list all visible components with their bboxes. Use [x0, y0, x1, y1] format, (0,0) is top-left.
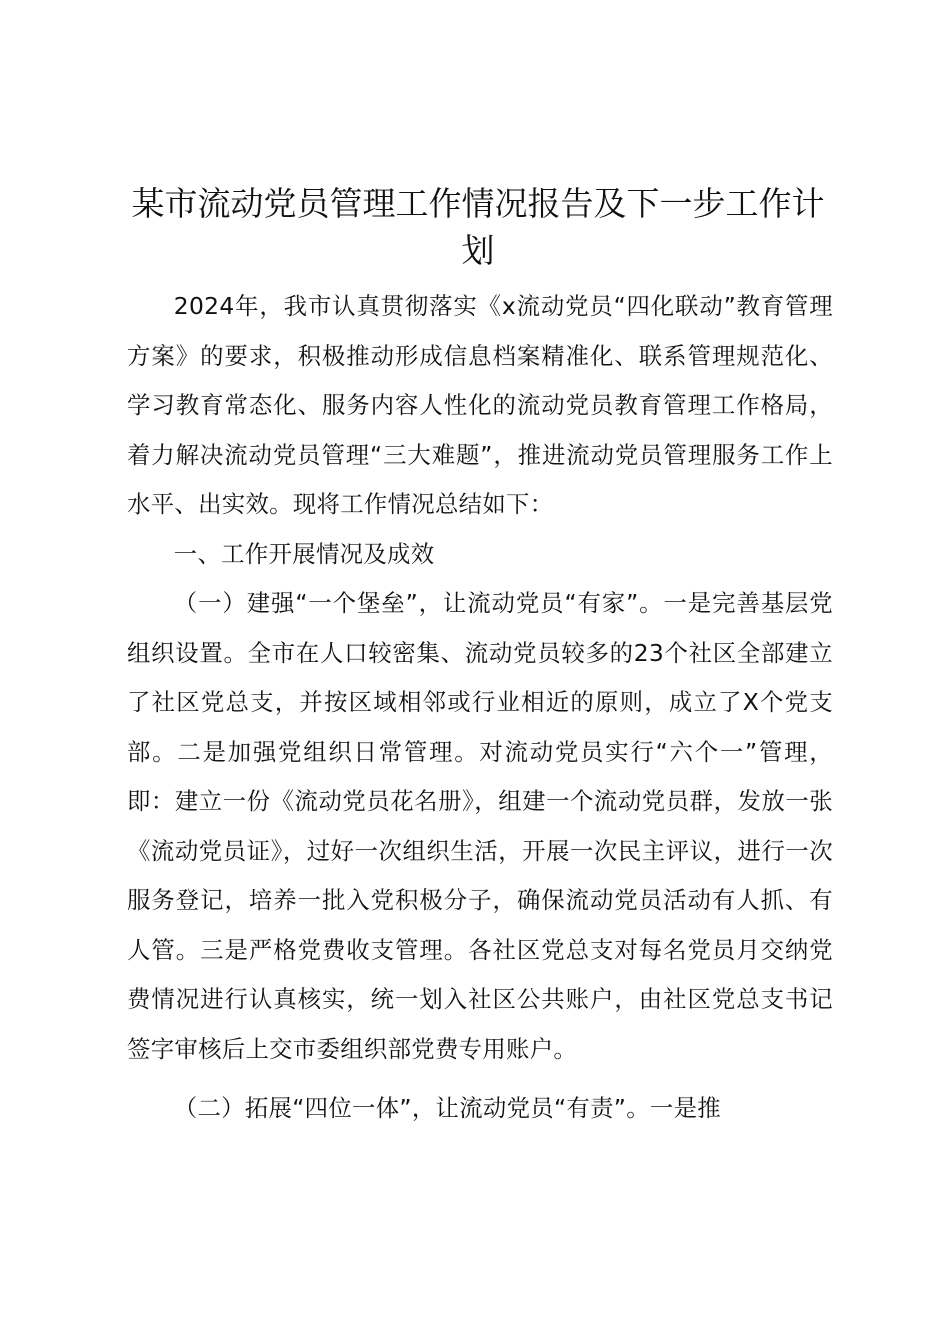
document-body [127, 282, 833, 1134]
subsection-paragraph-1: （一）建强“一个堡垒”，让流动党员“有家”。一是完善基层党组织设置。全市在人口较密集、流动党员较多的23个社区全部建立了社区党总支，并按区域相邻或行业相近的原则，成立了X个党支部。二是加强党组织日常管理。对流动党员实行“六个一”管理，即：建立一份《流动党员花名册》，组建一个流动党员群，发放一张《流动党员证》，过好一次组织生活，开展一次民主评议，进行一次服务登记，培养一批入党积极分子，确保流动党员活动有人抓、有人管。三是严格党费收支管理。各社区党总支对每名党员月交纳党费情况进行认真核实，统一划入社区公共账户，由社区党总支书记签字审核后上交市委组织部党费专用账户。 [127, 589, 833, 1063]
section-heading: 一、工作开展情况及成效 [173, 539, 435, 568]
subsection-paragraph-2: （二）拓展“四位一体”，让流动党员“有责”。一是推 [173, 1094, 721, 1122]
document-title: 某市流动党员管理工作情况报告及下一步工作计划 [131, 184, 825, 270]
intro-paragraph: 2024年，我市认真贯彻落实《x流动党员“四化联动”教育管理方案》的要求，积极推动形成信息档案精准化、联系管理规范化、学习教育常态化、服务内容人性化的流动党员教育管理工作格局，着力解决流动党员管理“三大难题”，推进流动党员管理服务工作上水平、出实效。现将工作情况总结如下： [127, 292, 833, 518]
